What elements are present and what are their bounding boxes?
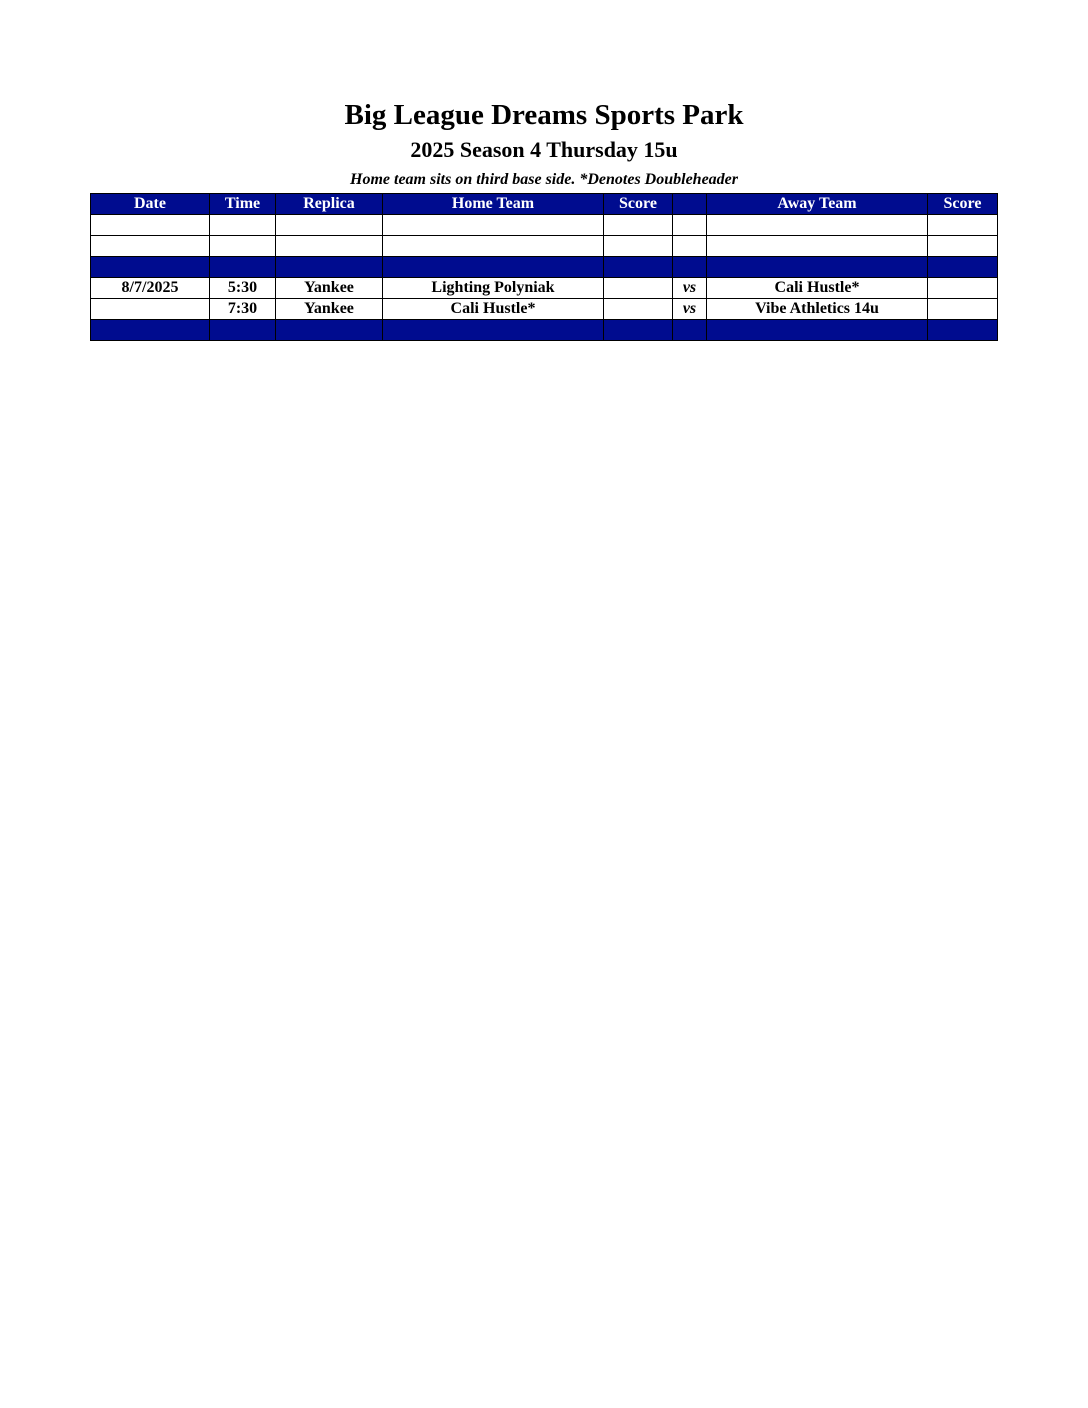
page-subtitle: 2025 Season 4 Thursday 15u — [410, 137, 678, 162]
cell-date: 8/7/2025 — [91, 278, 210, 299]
cell-away-score — [928, 215, 998, 236]
separator-row — [91, 257, 998, 278]
game-row — [91, 278, 998, 299]
cell-home-team — [383, 215, 604, 236]
cell-away-team — [707, 236, 928, 257]
schedule-table — [90, 193, 998, 341]
cell-vs — [673, 215, 707, 236]
cell-date — [91, 236, 210, 257]
cell-replica — [276, 236, 383, 257]
game-row — [91, 299, 998, 320]
column-header-vs — [673, 194, 707, 215]
table-header-row — [91, 194, 998, 215]
column-header-time: Time — [210, 194, 276, 215]
cell-time — [210, 215, 276, 236]
cell-home-team: Lighting Polyniak — [383, 278, 604, 299]
table-row — [91, 236, 998, 257]
separator-row — [91, 320, 998, 341]
column-header-away-score: Score — [928, 194, 998, 215]
cell-home-team — [383, 236, 604, 257]
cell-away-team: Cali Hustle* — [707, 278, 928, 299]
cell-home-score — [604, 236, 673, 257]
cell-time: 7:30 — [210, 299, 276, 320]
cell-home-score — [604, 215, 673, 236]
cell-date — [91, 215, 210, 236]
cell-vs: vs — [673, 278, 707, 299]
cell-date — [91, 299, 210, 320]
cell-replica: Yankee — [276, 278, 383, 299]
cell-vs — [673, 236, 707, 257]
cell-away-team: Vibe Athletics 14u — [707, 299, 928, 320]
cell-replica: Yankee — [276, 299, 383, 320]
column-header-date: Date — [91, 194, 210, 215]
column-header-home-team: Home Team — [383, 194, 604, 215]
cell-replica — [276, 215, 383, 236]
column-header-home-score: Score — [604, 194, 673, 215]
table-row — [91, 215, 998, 236]
cell-away-score — [928, 299, 998, 320]
schedule-note: Home team sits on third base side. *Denotes Doubleheader — [350, 171, 738, 188]
cell-home-score — [604, 299, 673, 320]
cell-away-score — [928, 236, 998, 257]
cell-time: 5:30 — [210, 278, 276, 299]
column-header-away-team: Away Team — [707, 194, 928, 215]
cell-vs: vs — [673, 299, 707, 320]
cell-away-score — [928, 278, 998, 299]
cell-away-team — [707, 215, 928, 236]
cell-time — [210, 236, 276, 257]
column-header-replica: Replica — [276, 194, 383, 215]
cell-home-score — [604, 278, 673, 299]
cell-home-team: Cali Hustle* — [383, 299, 604, 320]
page-title: Big League Dreams Sports Park — [344, 99, 744, 131]
